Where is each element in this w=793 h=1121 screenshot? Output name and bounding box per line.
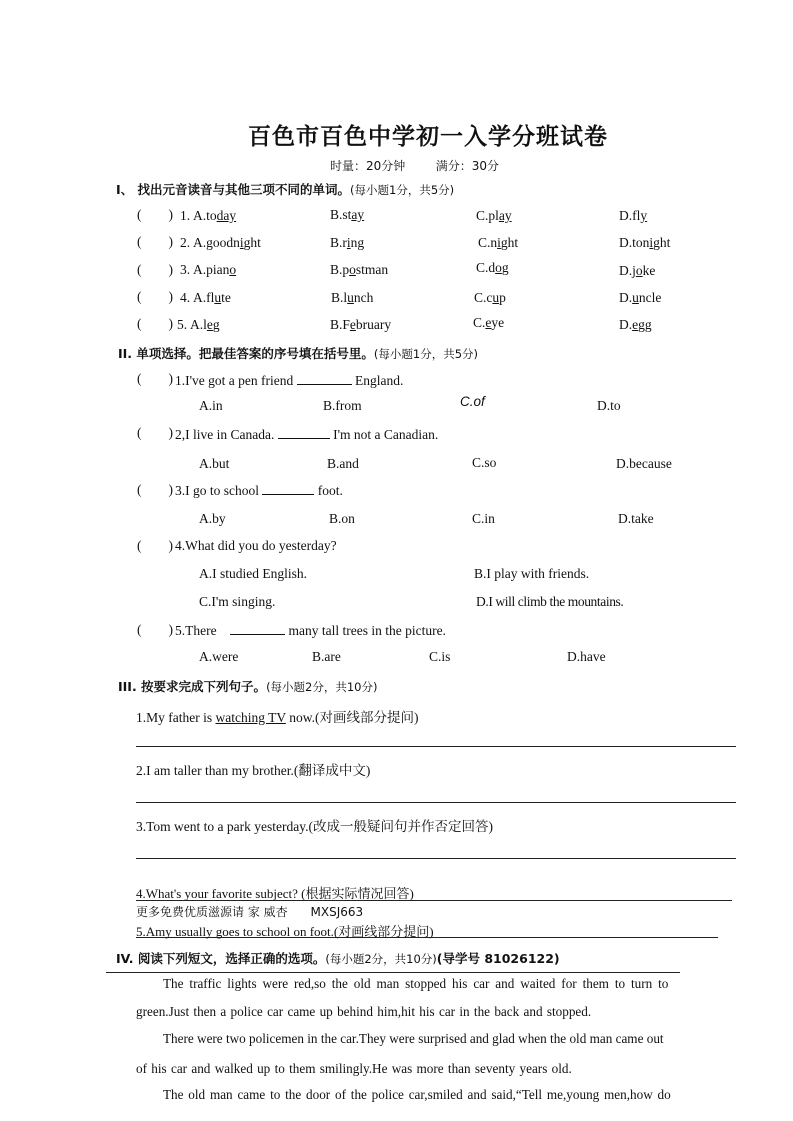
passage-line: The old man came to the door of the police car,smiled and said,“Tell me,young men,how do [163,1087,671,1102]
answer-line[interactable] [136,900,732,901]
option-b: B.stay [330,207,365,222]
option-c: C.night [478,235,519,250]
option-d: D.take [618,511,654,526]
section-4-title: IV. 阅读下列短文，选择正确的选项。 [116,951,326,966]
passage-line: The traffic lights were red,so the old man stopped his car and waited for them to turn to [163,976,669,991]
option-b: B.are [312,649,341,664]
option-d: D.egg [619,317,652,332]
option-c: C.play [476,208,512,223]
section-1-title: I、 找出元音读音与其他三项不同的单词。 [116,182,351,197]
fill-blank[interactable] [262,482,314,495]
question-number: 3. [180,262,191,277]
promo-text: 更多免费优质滋源请 家 威杏 MXSJ663 [136,905,364,919]
option-c: C.so [472,455,497,470]
question-text: 2.I am taller than my brother.(翻译成中文) [136,763,371,778]
answer-paren[interactable]: ( ) [137,207,173,222]
section-2-score-note: (每小题1分，共5分) [373,347,479,361]
question-text: 3.I go to school foot. [175,483,343,498]
answer-paren[interactable]: ( ) [137,289,173,304]
section-4-heading [116,949,560,967]
answer-line[interactable] [136,937,718,938]
option-d: D.because [616,456,672,471]
option-d: D.I will climb the mountains. [476,594,624,609]
question-text: 5.There many tall trees in the picture. [175,623,446,638]
fill-blank[interactable] [297,372,352,385]
question-number: 1. [180,208,191,223]
question-number: 4. [180,290,191,305]
question-text: 1.My father is watching TV now.(对画线部分提问) [136,710,419,725]
option-a: A.by [199,511,226,526]
option-d: D.joke [619,263,656,278]
question-text: 4.What's your favorite subject? (根据实际情况回答) [136,886,414,901]
answer-line[interactable] [136,746,736,747]
section-3-score-note: (每小题2分，共10分) [266,680,378,694]
option-c: C.of [460,394,485,409]
option-a: A.leg [190,317,220,332]
option-a: A.flute [193,290,231,305]
option-c: C.dog [476,260,509,275]
answer-paren[interactable]: ( ) [137,316,173,331]
question-text: 5.Amy usually goes to school on foot.(对画线部分提问) [136,924,434,939]
section-1-heading [116,180,454,198]
option-d: D.tonight [619,235,671,250]
answer-paren[interactable]: ( ) [137,622,173,637]
section-3-title: III. 按要求完成下列句子。 [118,679,267,694]
question-text: 4.What did you do yesterday? [175,538,337,553]
option-a: A.piano [193,262,237,277]
section-2-title: II. 单项选择。把最佳答案的序号填在括号里。 [118,346,374,361]
option-d: D.have [567,649,606,664]
section-3-heading [118,677,378,695]
question-number: 5. [177,317,188,332]
answer-paren[interactable]: ( ) [137,425,173,440]
answer-paren[interactable]: ( ) [137,371,173,386]
option-b: B.lunch [331,290,374,305]
option-c: C.cup [474,290,506,305]
answer-paren[interactable]: ( ) [137,234,173,249]
option-b: B.from [323,398,362,413]
divider [106,972,680,973]
option-c: C.is [429,649,451,664]
answer-line[interactable] [136,858,736,859]
option-b: B.and [327,456,359,471]
option-a: A.in [199,398,223,413]
guide-number: (导学号 81026122) [436,951,560,966]
passage-line: green.Just then a police car came up behind him,hit his car in the back and stopped. [136,1004,592,1019]
question-text: 3.Tom went to a park yesterday.(改成一般疑问句并作否定回答) [136,819,493,834]
answer-line[interactable] [136,802,736,803]
section-1-score-note: (每小题1分，共5分) [350,183,455,197]
option-d: D.uncle [619,290,662,305]
section-4-score-note: (每小题2分，共10分) [325,952,437,966]
fill-blank[interactable] [230,622,285,635]
option-b: B.postman [330,262,389,277]
option-d: D.fly [619,208,648,223]
fill-blank[interactable] [278,426,330,439]
option-a: A.today [193,208,237,223]
option-a: A.goodnight [193,235,261,250]
answer-paren[interactable]: ( ) [137,482,173,497]
passage-line: There were two policemen in the car.They were surprised and glad when the old man came out [163,1031,664,1046]
option-a: A.but [199,456,230,471]
option-d: D.to [597,398,621,413]
question-number: 2. [180,235,191,250]
question-text: 1.I've got a pen friend England. [175,373,404,388]
option-b: B.ring [330,235,365,250]
option-a: A.were [199,649,239,664]
option-c: C.I'm singing. [199,594,276,609]
passage-line: of his car and walked up to them smilingly.He was more than seventy years old. [136,1061,572,1076]
exam-meta: 时量：20分钟 满分：30分 [330,159,500,173]
question-text: 2,I live in Canada. I'm not a Canadian. [175,427,439,442]
answer-paren[interactable]: ( ) [137,262,173,277]
option-b: B.I play with friends. [474,566,590,581]
section-2-heading [118,344,478,362]
answer-paren[interactable]: ( ) [137,538,173,553]
option-a: A.I studied English. [199,566,307,581]
option-b: B.on [329,511,355,526]
option-c: C.eye [473,315,505,330]
page-title: 百色市百色中学初一入学分班试卷 [248,123,608,150]
option-b: B.February [330,317,392,332]
option-c: C.in [472,511,495,526]
